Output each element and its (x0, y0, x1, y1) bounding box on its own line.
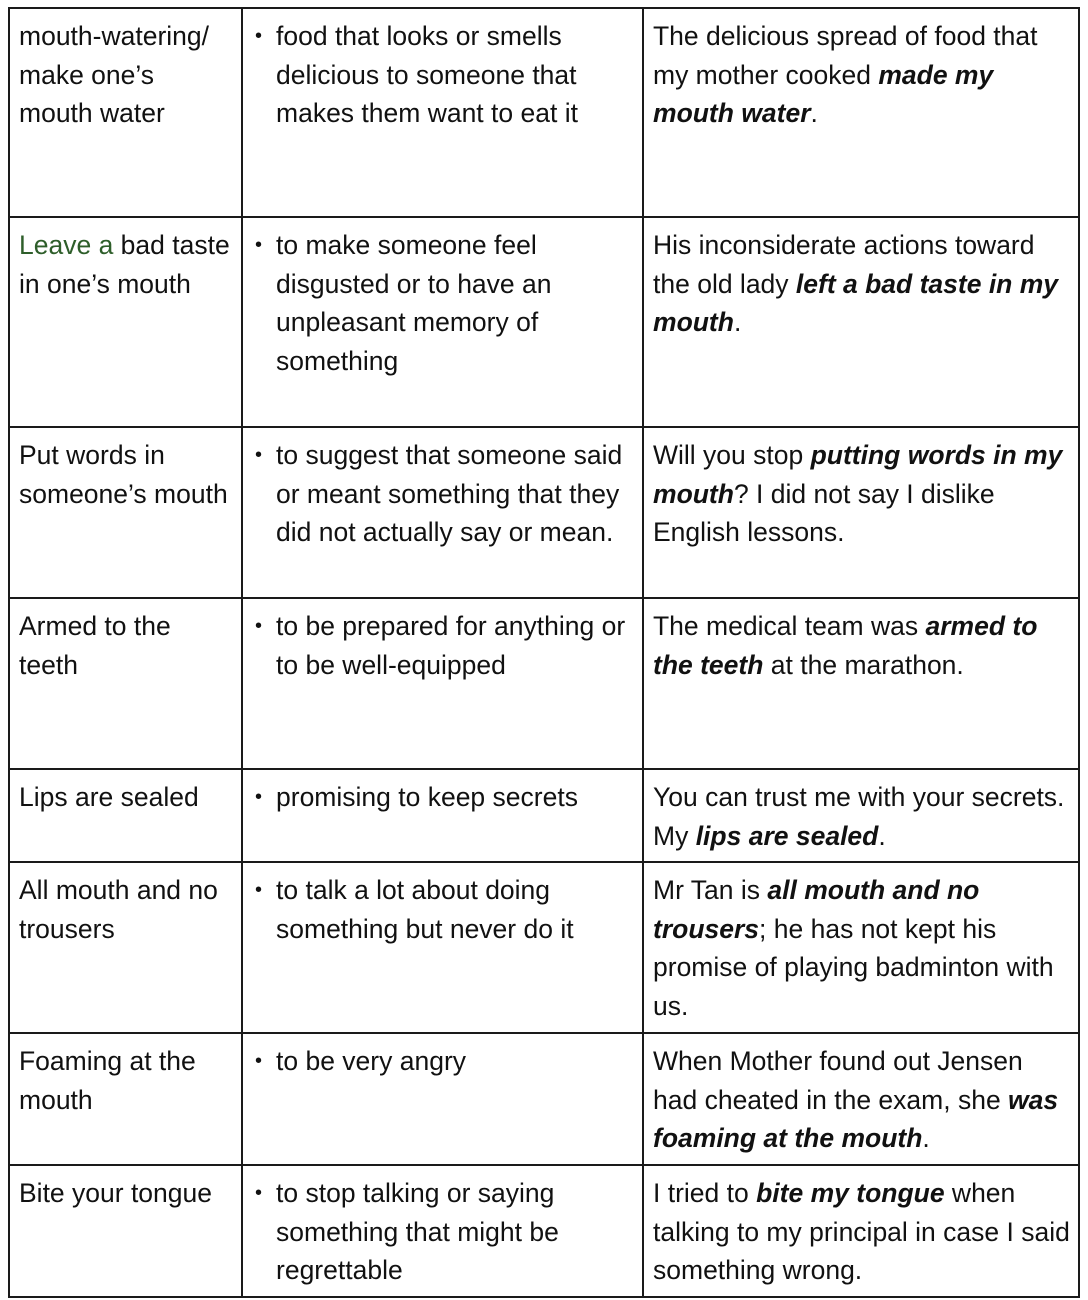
example-cell (643, 427, 1079, 598)
idiom-cell (9, 1033, 242, 1165)
meaning-cell (242, 427, 643, 598)
example-text-before: Will you stop (653, 440, 811, 470)
example-cell (643, 1033, 1079, 1165)
meaning-text: to make someone feel disgusted or to have an unpleasant memory of something (276, 230, 552, 376)
example-idiom: made my mouth water (653, 59, 994, 128)
example-text-before: Mr Tan is (653, 875, 768, 905)
example-text-before: The medical team was (653, 611, 926, 641)
example-cell (643, 862, 1079, 1033)
idiom-cell (9, 217, 242, 427)
example-text-after: . (733, 307, 742, 337)
meaning-cell (242, 217, 643, 427)
example-text-before: I tried to (653, 1178, 757, 1208)
example-idiom: armed to the teeth (653, 611, 1038, 680)
example-idiom: left a bad taste in my mouth (653, 268, 1059, 337)
bullet-icon: • (255, 1050, 263, 1072)
table-row (9, 8, 1079, 217)
example-text-after: . (878, 820, 886, 851)
idiom-prefix: Leave a (19, 230, 114, 260)
idiom-text: Lips are sealed (19, 782, 199, 812)
example-idiom: all mouth and no trousers (653, 875, 980, 944)
idiom-cell (9, 862, 242, 1033)
idiom-cell (9, 598, 242, 769)
meaning-text: to stop talking or saying something that might be regrettable (276, 1178, 559, 1285)
meaning-cell (242, 862, 643, 1033)
example-cell (643, 769, 1079, 862)
example-text-after: . (810, 98, 818, 128)
example-idiom: was foaming at the mouth (653, 1084, 1059, 1153)
example-text-before: The delicious spread of food that my mother cooked (653, 21, 1038, 90)
example-idiom: lips are sealed (695, 820, 879, 851)
meaning-cell (242, 598, 643, 769)
bullet-icon: • (255, 25, 263, 47)
idiom-text: Bite your tongue (19, 1178, 212, 1208)
meaning-text: promising to keep secrets (276, 782, 578, 812)
example-cell (643, 217, 1079, 427)
meaning-text: food that looks or smells delicious to someone that makes them want to eat it (276, 21, 578, 128)
idiom-cell (9, 769, 242, 862)
example-cell (643, 8, 1079, 217)
bullet-icon: • (255, 786, 263, 808)
idiom-text: Foaming at the mouth (19, 1046, 196, 1115)
idiom-text: bad taste in one’s mouth (19, 230, 230, 299)
table-row (9, 862, 1079, 1033)
meaning-text: to be prepared for anything or to be well-equipped (276, 611, 626, 680)
example-cell (643, 1165, 1079, 1297)
bullet-icon: • (255, 879, 263, 901)
meaning-cell (242, 8, 643, 217)
idiom-text: mouth-watering/ make one’s mouth water (19, 21, 210, 128)
idiom-cell (9, 1165, 242, 1297)
meaning-text: to suggest that someone said or meant something that they did not actually say or mean. (276, 440, 623, 547)
table-row (9, 769, 1079, 862)
meaning-cell (242, 1165, 643, 1297)
idiom-text: All mouth and no trousers (19, 875, 218, 944)
example-idiom: putting words in my mouth (653, 440, 1063, 509)
bullet-icon: • (255, 1182, 263, 1204)
table-row (9, 217, 1079, 427)
example-idiom: bite my tongue (756, 1178, 945, 1208)
example-text-after: ? I did not say I dislike English lessons. (653, 478, 995, 547)
example-text-after: when talking to my principal in case I said something wrong. (653, 1178, 1070, 1285)
idiom-cell (9, 8, 242, 217)
example-text-before: When Mother found out Jensen had cheated in the exam, she (653, 1046, 1023, 1115)
meaning-text: to talk a lot about doing something but never do it (276, 875, 574, 944)
bullet-icon: • (255, 444, 263, 466)
meaning-cell (242, 1033, 643, 1165)
idioms-table (8, 7, 1080, 1298)
example-cell (643, 598, 1079, 769)
bullet-icon: • (255, 615, 263, 637)
meaning-text: to be very angry (276, 1046, 467, 1076)
example-text-before: His inconsiderate actions toward the old lady (653, 230, 1035, 299)
table-row (9, 1165, 1079, 1297)
table-row (9, 1033, 1079, 1165)
meaning-cell (242, 769, 643, 862)
idiom-cell (9, 427, 242, 598)
table-row (9, 598, 1079, 769)
example-text-before: You can trust me with your secrets. My (653, 782, 1065, 851)
idiom-text: Armed to the teeth (19, 611, 171, 680)
example-text-after: at the marathon. (763, 649, 964, 680)
idiom-text: Put words in someone’s mouth (19, 440, 228, 509)
bullet-icon: • (255, 234, 263, 256)
example-text-after: . (922, 1123, 930, 1153)
example-text-after: ; he has not kept his promise of playing badminton with us. (653, 913, 1054, 1021)
table-row (9, 427, 1079, 598)
